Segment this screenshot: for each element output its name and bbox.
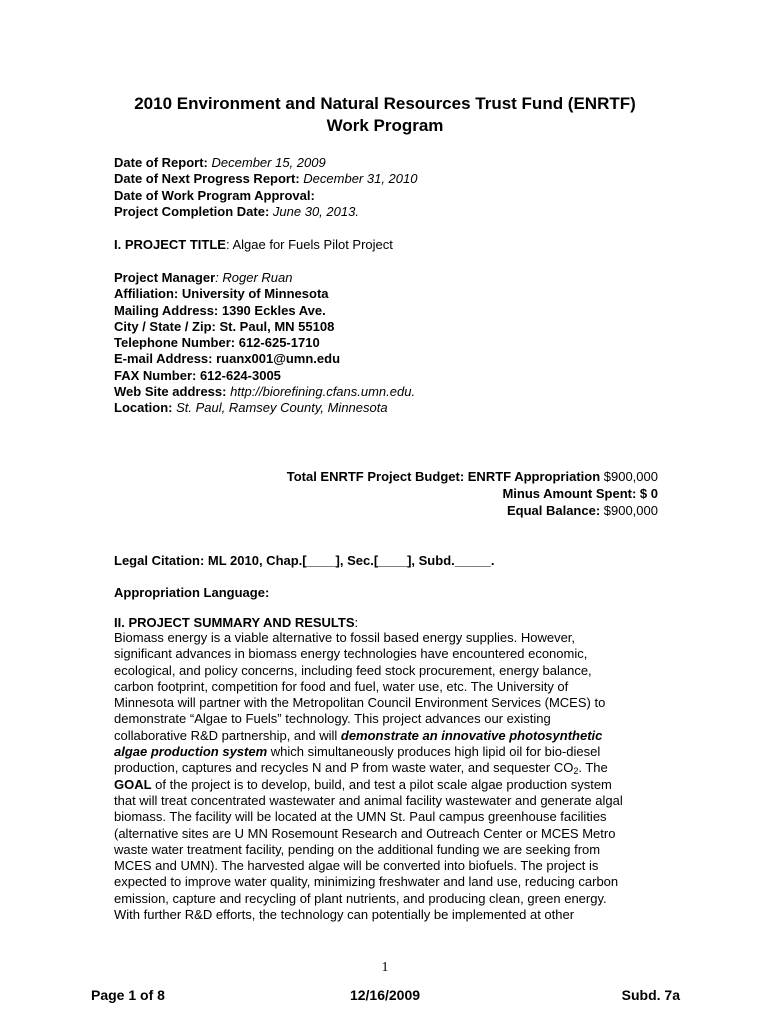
next-report-label: Date of Next Progress Report: <box>114 171 300 187</box>
summary-line: production, captures and recycles N and P from waste water, and sequester CO <box>114 760 574 776</box>
manager-block <box>114 270 415 417</box>
fax-number: FAX Number: 612-624-3005 <box>114 367 281 383</box>
next-report-value: December 31, 2010 <box>303 171 418 187</box>
summary-line: ecological, and policy concerns, including feed stock procurement, energy balance, <box>114 662 592 678</box>
co2-subscript: 2 <box>573 766 579 777</box>
legal-citation: Legal Citation: ML 2010, Chap.[____], Sec.[____], Subd._____. <box>114 553 495 568</box>
summary-line: . The <box>578 760 608 776</box>
summary-line: expected to improve water quality, minimizing freshwater and land use, reducing carbon <box>114 874 619 890</box>
summary-line: which simultaneously produces high lipid oil for bio-diesel <box>267 744 601 760</box>
summary-line: (alternative sites are U MN Rosemount Research and Outreach Center or MCES Metro <box>114 825 616 841</box>
email-address: E-mail Address: ruanx001@umn.edu <box>114 351 341 367</box>
document-title <box>0 93 770 137</box>
footer-page: Page 1 of 8 <box>91 987 165 1003</box>
budget-block <box>287 468 658 519</box>
city-state-zip: City / State / Zip: St. Paul, MN 55108 <box>114 318 335 334</box>
summary-heading-colon: : <box>354 615 359 630</box>
project-title-value: : Algae for Fuels Pilot Project <box>225 237 393 252</box>
amount-spent: Minus Amount Spent: $ 0 <box>502 486 658 501</box>
summary-line: biomass. The facility will be located at the UMN St. Paul campus greenhouse facilities <box>114 809 607 825</box>
summary-line: collaborative R&D partnership, and will <box>114 727 341 743</box>
summary-line: waste water treatment facility, pending on the additional funding we are seeking from <box>114 841 601 857</box>
telephone: Telephone Number: 612-625-1710 <box>114 335 320 351</box>
date-of-report-label: Date of Report: <box>114 155 208 170</box>
title-line-1: 2010 Environment and Natural Resources Trust Fund (ENRTF) <box>134 94 636 113</box>
completion-value: June 30, 2013. <box>272 203 359 219</box>
summary-emphasis: algae production system <box>114 744 268 760</box>
completion-label: Project Completion Date: <box>114 203 270 219</box>
summary-line: that will treat concentrated wastewater and animal facility wastewater and generate algal <box>114 792 623 808</box>
total-budget-value: $900,000 <box>603 469 658 484</box>
approval-label: Date of Work Program Approval: <box>114 187 315 203</box>
mailing-address: Mailing Address: 1390 Eckles Ave. <box>114 302 326 318</box>
appropriation-language: Appropriation Language: <box>114 585 270 600</box>
website-label: Web Site address: <box>114 384 231 400</box>
manager-value: : Roger Ruan <box>215 270 293 285</box>
summary-paragraph <box>114 630 666 923</box>
project-title-label: I. PROJECT TITLE <box>114 237 226 252</box>
summary-line: emission, capture and recycling of plant nutrients, and producing clean, green energy. <box>114 890 607 906</box>
manager-label: Project Manager <box>114 270 216 285</box>
summary-line: With further R&D efforts, the technology can potentially be implemented at other <box>114 907 575 923</box>
summary-line: of the project is to develop, build, and test a pilot scale algae production system <box>151 776 612 792</box>
summary-emphasis: demonstrate an innovative photosynthetic <box>340 727 603 743</box>
summary-line: carbon footprint, competition for food and fuel, water use, etc. The University of <box>114 678 569 694</box>
total-budget-label: Total ENRTF Project Budget: ENRTF Appropriation <box>286 469 604 484</box>
summary-line: MCES and UMN). The harvested algae will be converted into biofuels. The project is <box>114 858 599 874</box>
summary-heading-line <box>114 615 358 631</box>
dates-block <box>114 155 417 220</box>
date-of-report-value: December 15, 2009 <box>211 155 326 170</box>
footer-subd: Subd. 7a <box>621 987 680 1003</box>
page-number: 1 <box>381 960 389 975</box>
location-label: Location: <box>114 400 177 416</box>
affiliation: Affiliation: University of Minnesota <box>114 286 329 302</box>
project-title-line <box>114 237 393 253</box>
summary-heading: II. PROJECT SUMMARY AND RESULTS <box>114 615 355 630</box>
summary-line: significant advances in biomass energy technologies have encountered economic, <box>114 646 588 662</box>
location-value: St. Paul, Ramsey County, Minnesota <box>176 400 388 416</box>
balance-label: Equal Balance: <box>506 503 604 518</box>
balance-value: $900,000 <box>603 503 658 518</box>
summary-line: demonstrate “Algae to Fuels” technology. This project advances our existing <box>114 711 551 727</box>
footer-date: 12/16/2009 <box>349 987 421 1003</box>
title-line-2: Work Program <box>326 116 444 135</box>
summary-line: Biomass energy is a viable alternative to fossil based energy supplies. However, <box>114 630 576 645</box>
summary-line: Minnesota will partner with the Metropolitan Council Environment Services (MCES) to <box>114 695 606 711</box>
website-value: http://biorefining.cfans.umn.edu. <box>230 384 416 400</box>
goal-label: GOAL <box>114 776 152 792</box>
